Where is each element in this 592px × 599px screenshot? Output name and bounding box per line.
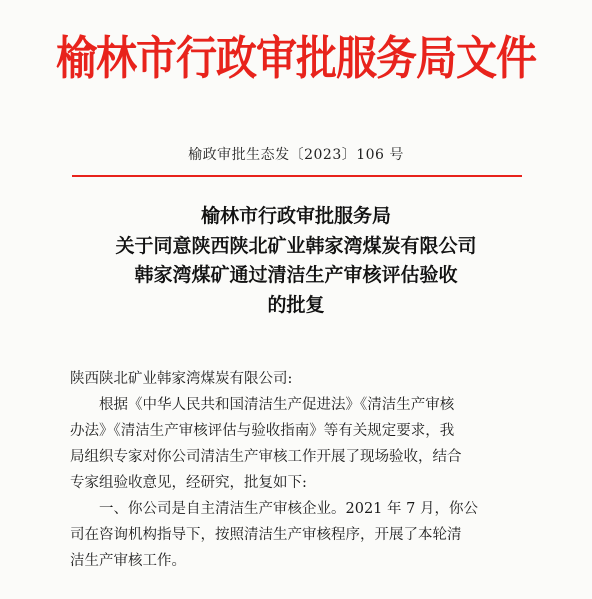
title-line-2: 关于同意陕西陕北矿业韩家湾煤炭有限公司 (115, 234, 477, 257)
title-line-4: 的批复 (267, 293, 325, 316)
document-number: 榆政审批生态发〔2023〕106 号 (188, 147, 404, 163)
body-line: 专家组验收意见，经研究，批复如下: (70, 475, 307, 491)
document-body (70, 366, 540, 574)
red-header-masthead: 榆林市行政审批服务局文件 (56, 31, 536, 86)
body-line: 一、你公司是自主清洁生产审核企业。2021 年 7 月，你公 (99, 501, 478, 517)
title-line-1: 榆林市行政审批服务局 (200, 205, 391, 227)
body-line: 局组织专家对你公司清洁生产审核工作开展了现场验收，结合 (70, 449, 462, 465)
salutation: 陕西陕北矿业韩家湾煤炭有限公司: (70, 371, 293, 387)
title-line-3: 韩家湾煤矿通过清洁生产审核评估验收 (134, 264, 458, 286)
body-line: 司在咨询机构指导下，按照清洁生产审核程序，开展了本轮清 (70, 527, 462, 543)
body-line: 办法》《清洁生产审核评估与验收指南》等有关规定要求，我 (70, 423, 455, 439)
body-line: 洁生产审核工作。 (70, 553, 186, 569)
red-separator-line (72, 175, 522, 177)
body-line: 根据《中华人民共和国清洁生产促进法》《清洁生产审核 (99, 397, 455, 413)
document-title (0, 202, 592, 320)
